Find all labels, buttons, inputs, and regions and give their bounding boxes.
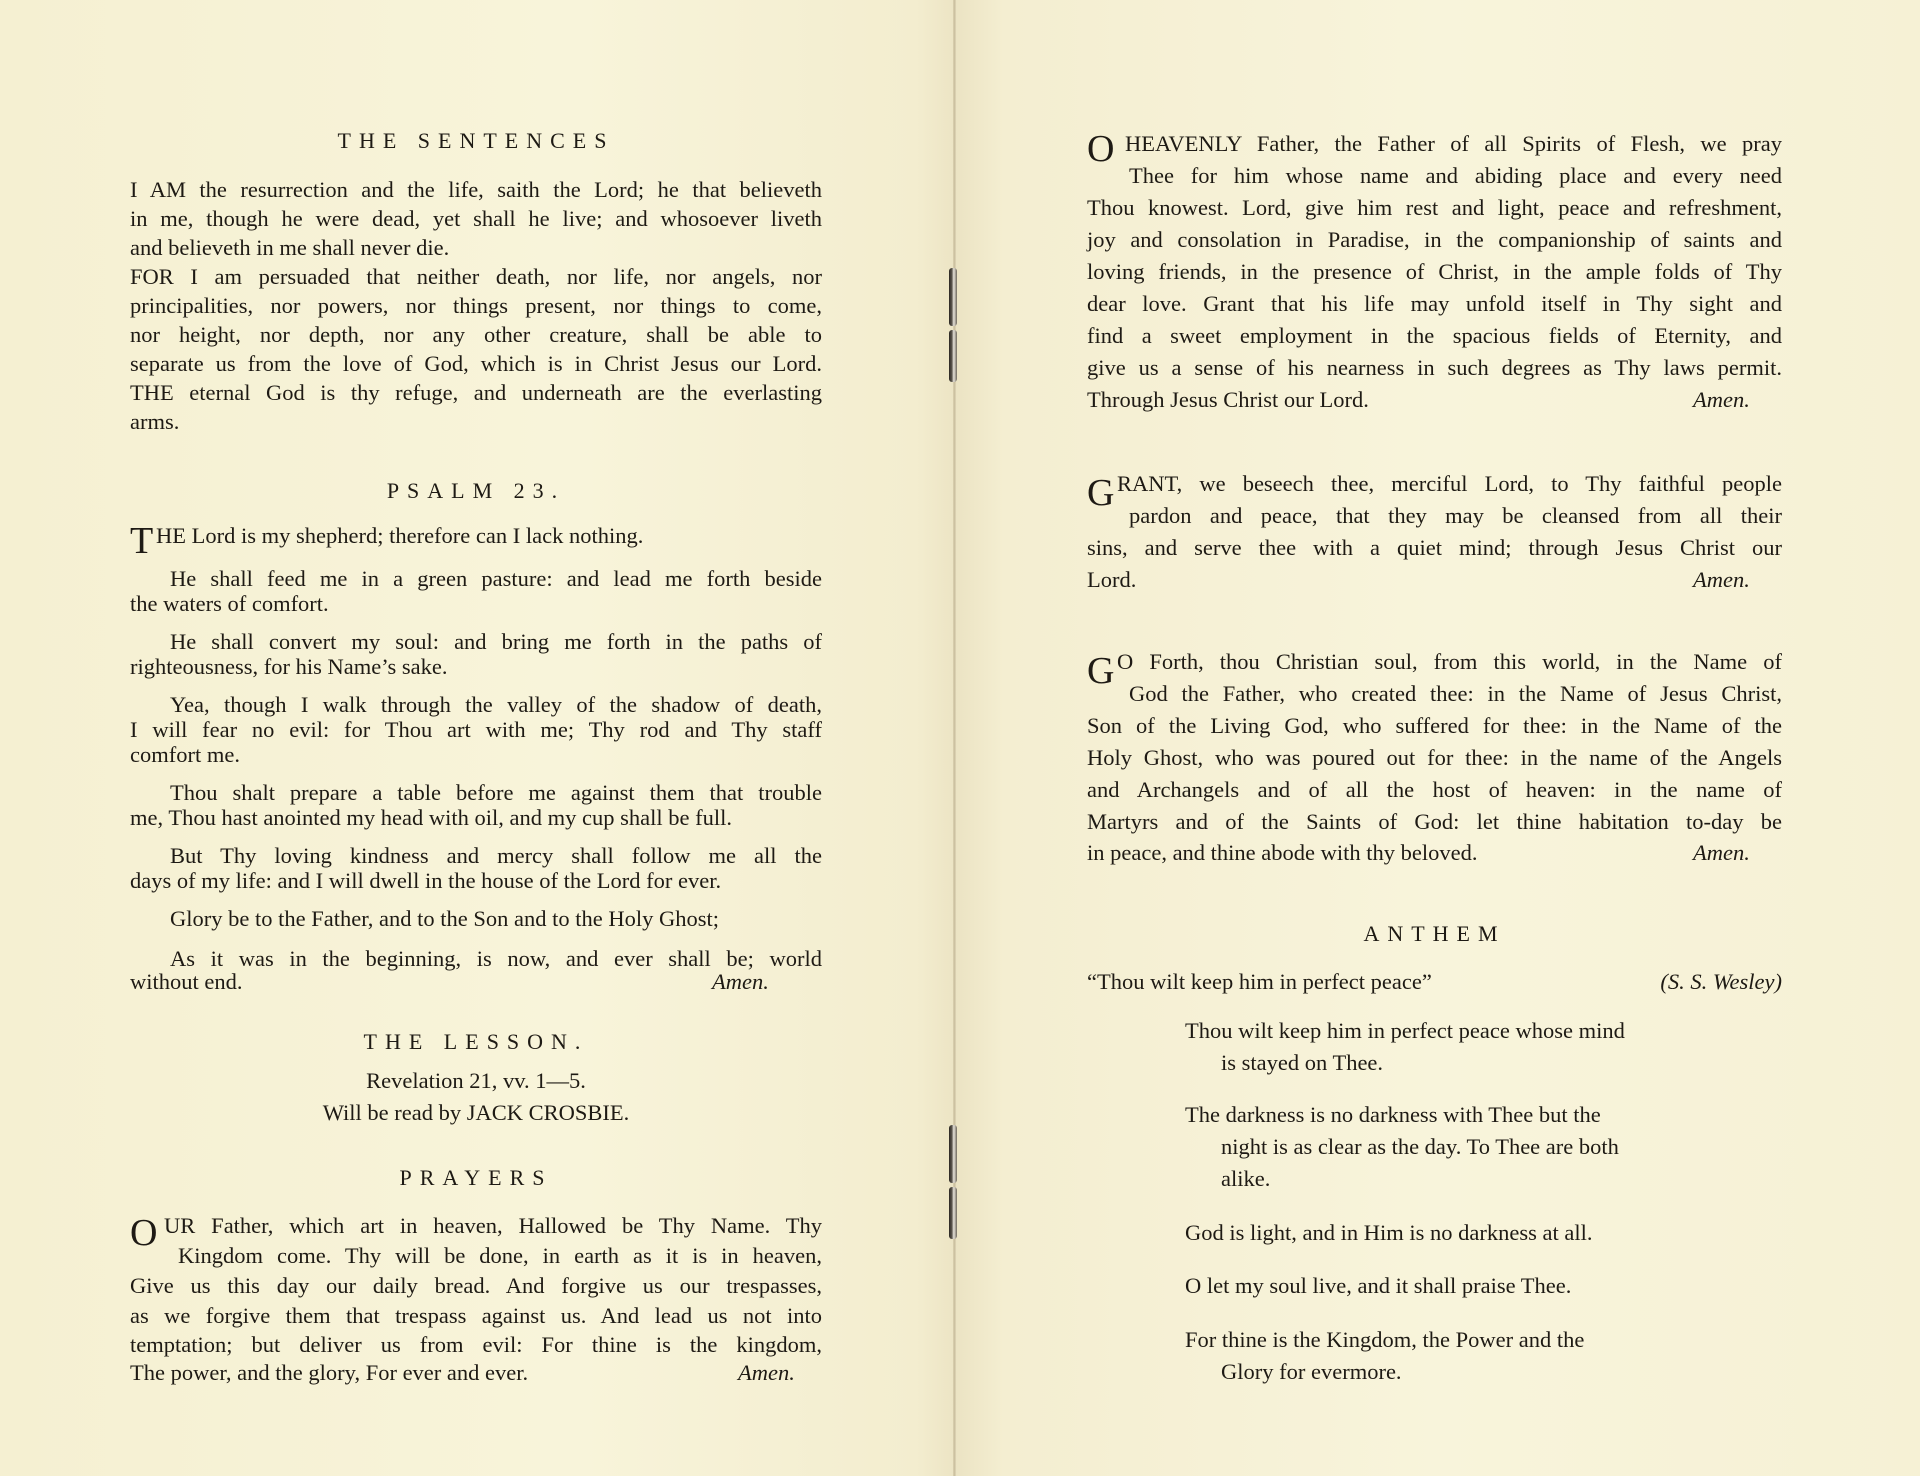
go-forth-dropcap: G: [1087, 650, 1115, 692]
prayer-line: pardon and peace, that they may be cleansed from all their: [1129, 503, 1782, 528]
prayer-line: Thee for him whose name and abiding place and every need: [1129, 163, 1782, 188]
anthem-composer: (S. S. Wesley): [1660, 969, 1782, 994]
anthem-line: alike.: [1221, 1166, 1271, 1191]
lesson-reader: Will be read by JACK CROSBIE.: [322, 1100, 630, 1125]
sentence-line: I AM the resurrection and the life, saith the Lord; he that believeth: [130, 177, 822, 202]
anthem-title: “Thou wilt keep him in perfect peace”: [1087, 969, 1432, 994]
prayer-line: UR Father, which art in heaven, Hallowed be Thy Name. Thy: [164, 1213, 822, 1238]
sentence-line: separate us from the love of God, which is in Christ Jesus our Lord.: [130, 351, 822, 376]
psalm-verse-line: But Thy loving kindness and mercy shall follow me all the: [170, 843, 822, 868]
prayer-line: give us a sense of his nearness in such degrees as Thy laws permit.: [1087, 355, 1782, 380]
psalm-verse-line: I will fear no evil: for Thou art with me; Thy rod and Thy staff: [130, 717, 822, 742]
prayer-line: temptation; but deliver us from evil: For thine is the kingdom,: [130, 1332, 822, 1357]
anthem-line: night is as clear as the day. To Thee are both: [1221, 1134, 1619, 1159]
prayer-line: Lord.: [1087, 567, 1137, 592]
sentences-heading: THE SENTENCES: [337, 128, 615, 153]
heavenly-dropcap: O: [1087, 128, 1115, 170]
prayer-line: dear love. Grant that his life may unfold itself in Thy sight and: [1087, 291, 1782, 316]
psalm-verse-line: me, Thou hast anointed my head with oil, and my cup shall be full.: [130, 805, 732, 830]
sentence-line: THE eternal God is thy refuge, and underneath are the everlasting: [130, 380, 822, 405]
prayer-line: Holy Ghost, who was poured out for thee: in the name of the Angels: [1087, 745, 1782, 770]
prayer-line: Son of the Living God, who suffered for thee: in the Name of the: [1087, 713, 1782, 738]
lesson-reference: Revelation 21, vv. 1—5.: [366, 1068, 586, 1093]
psalm-verse-line: righteousness, for his Name’s sake.: [130, 654, 448, 679]
prayer-line: Martyrs and of the Saints of God: let thine habitation to-day be: [1087, 809, 1782, 834]
prayer-line: Give us this day our daily bread. And forgive us our trespasses,: [130, 1273, 822, 1298]
prayer-line: Thou knowest. Lord, give him rest and light, peace and refreshment,: [1087, 195, 1782, 220]
anthem-line: God is light, and in Him is no darkness at all.: [1185, 1220, 1593, 1245]
prayer-line: O Forth, thou Christian soul, from this world, in the Name of: [1117, 649, 1782, 674]
anthem-line: is stayed on Thee.: [1221, 1050, 1384, 1075]
anthem-line: Glory for evermore.: [1221, 1359, 1402, 1384]
psalm-verse-line: the waters of comfort.: [130, 591, 329, 616]
prayer-line: sins, and serve thee with a quiet mind; through Jesus Christ our: [1087, 535, 1782, 560]
prayer-line: as we forgive them that trespass against us. And lead us not into: [130, 1303, 822, 1328]
psalm-verse-line: He shall feed me in a green pasture: and lead me forth beside: [170, 566, 822, 591]
psalm-dropcap: T: [130, 520, 154, 562]
prayer-line: find a sweet employment in the spacious fields of Eternity, and: [1087, 323, 1782, 348]
prayer-line: God the Father, who created thee: in the Name of Jesus Christ,: [1129, 681, 1782, 706]
prayer-line: Through Jesus Christ our Lord.: [1087, 387, 1369, 412]
heavenly-amen: Amen.: [1693, 387, 1750, 412]
prayers-amen: Amen.: [738, 1360, 795, 1385]
sentence-line: in me, though he were dead, yet shall he live; and whosoever liveth: [130, 206, 822, 231]
prayers-heading: PRAYERS: [399, 1165, 553, 1190]
sentence-line: FOR I am persuaded that neither death, nor life, nor angels, nor: [130, 264, 822, 289]
anthem-line: The darkness is no darkness with Thee but the: [1185, 1102, 1601, 1127]
anthem-line: For thine is the Kingdom, the Power and the: [1185, 1327, 1585, 1352]
grant-amen: Amen.: [1693, 567, 1750, 592]
staple-top: [949, 268, 957, 326]
prayers-dropcap: O: [130, 1212, 158, 1254]
anthem-line: Thou wilt keep him in perfect peace whose mind: [1185, 1018, 1625, 1043]
psalm-verse-line: comfort me.: [130, 742, 240, 767]
staple-top-lower: [949, 330, 957, 382]
psalm-heading: PSALM 23.: [386, 478, 566, 503]
prayer-line: loving friends, in the presence of Christ, in the ample folds of Thy: [1087, 259, 1782, 284]
prayer-line: joy and consolation in Paradise, in the companionship of saints and: [1087, 227, 1782, 252]
psalm-first-line: HE Lord is my shepherd; therefore can I lack nothing.: [156, 523, 644, 548]
prayer-line: RANT, we beseech thee, merciful Lord, to Thy faithful people: [1117, 471, 1782, 496]
sentence-line: nor height, nor depth, nor any other creature, shall be able to: [130, 322, 822, 347]
go-forth-amen: Amen.: [1693, 840, 1750, 865]
prayer-line: Kingdom come. Thy will be done, in earth as it is in heaven,: [178, 1243, 822, 1268]
lesson-heading: THE LESSON.: [363, 1029, 589, 1054]
staple-bottom: [949, 1125, 957, 1183]
anthem-heading: ANTHEM: [1363, 921, 1506, 946]
prayer-line: in peace, and thine abode with thy beloved.: [1087, 840, 1478, 865]
sentence-line: principalities, nor powers, nor things present, nor things to come,: [130, 293, 822, 318]
psalm-verse-line: He shall convert my soul: and bring me forth in the paths of: [170, 629, 822, 654]
psalm-verse-line: Yea, though I walk through the valley of the shadow of death,: [170, 692, 822, 717]
anthem-line: O let my soul live, and it shall praise Thee.: [1185, 1273, 1572, 1298]
sentence-line: arms.: [130, 409, 180, 434]
staple-bottom-lower: [949, 1187, 957, 1239]
psalm-verse-line: days of my life: and I will dwell in the house of the Lord for ever.: [130, 868, 722, 893]
psalm-verse-line: Glory be to the Father, and to the Son and to the Holy Ghost;: [170, 906, 720, 931]
psalm-amen: Amen.: [712, 969, 769, 994]
center-fold: [953, 0, 956, 1476]
prayer-line: and Archangels and of all the host of heaven: in the name of: [1087, 777, 1782, 802]
sentence-line: and believeth in me shall never die.: [130, 235, 450, 260]
psalm-verse-line: Thou shalt prepare a table before me against them that trouble: [170, 780, 822, 805]
grant-dropcap: G: [1087, 472, 1115, 514]
prayer-line: The power, and the glory, For ever and ever.: [130, 1360, 529, 1385]
prayer-line: HEAVENLY Father, the Father of all Spirits of Flesh, we pray: [1125, 131, 1782, 156]
psalm-verse-line: without end.: [130, 969, 243, 994]
psalm-verse-line: As it was in the beginning, is now, and ever shall be; world: [170, 946, 822, 971]
